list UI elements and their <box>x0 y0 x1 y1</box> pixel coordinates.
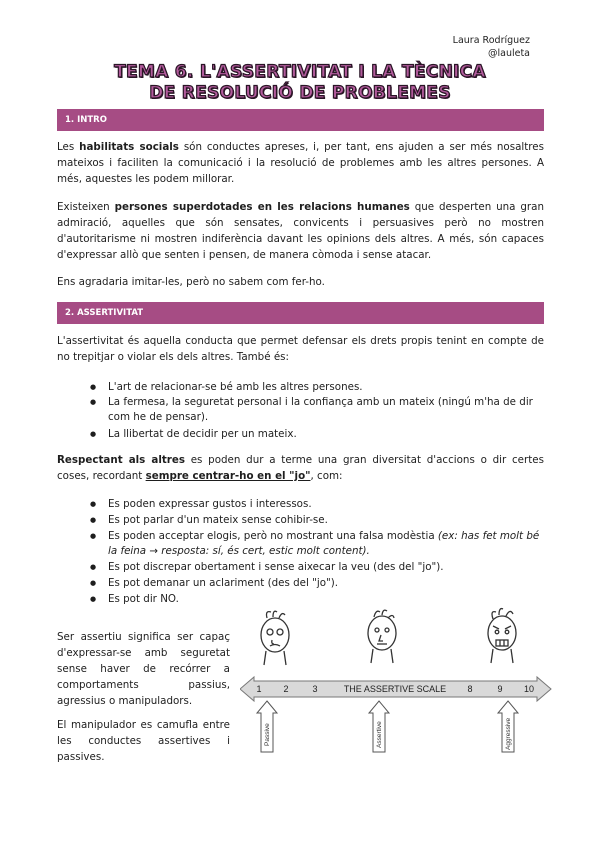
section-heading-assertivitat: 2. ASSERTIVITAT <box>57 302 544 324</box>
bold-term-persones: persones superdotades en les relacions humanes <box>114 201 410 213</box>
passive-face-icon <box>261 611 289 665</box>
list-item: ● Es pot dir NO. <box>90 592 545 607</box>
bold-term-habilitats: habilitats socials <box>79 141 179 153</box>
list-item: ● Es poden expressar gustos i interessos. <box>90 497 545 512</box>
side-paragraph-2: El manipulador es camufla entre les conductes assertives i passives. <box>57 719 230 763</box>
author-block <box>453 34 530 60</box>
scale-number: 9 <box>497 684 503 694</box>
scale-number: 1 <box>256 684 262 694</box>
assertivitat-paragraph-1: L'assertivitat és aquella conducta que permet defensar els drets propis tenint en compte de no trepitjar o violar els dels altres. També és: <box>57 335 544 363</box>
intro-paragraph-2: Existeixen persones superdotades en les relacions humanes que desperten una gran admiració, aquelles que són sensates, convicents i persuasives però no mostren d'autoritarisme ni mostren indiferència davant les opinions dels altres. A més, són capaces d'expressar allò que senten i pensen, de manera còmoda i sense atacar. <box>57 201 544 261</box>
scale-number: 2 <box>283 684 289 694</box>
aggressive-face-icon <box>488 609 516 663</box>
list-item: ● Es poden acceptar elogis, però no mostrant una falsa modèstia (ex: has fet molt bé la feina → resposta: sí, és cert, estic molt content). <box>90 529 545 559</box>
scale-number: 8 <box>467 684 473 694</box>
underlined-phrase: sempre centrar-ho en el "jo" <box>145 470 311 482</box>
scale-number: 3 <box>312 684 318 694</box>
section-heading-intro: 1. INTRO <box>57 109 544 131</box>
page-title-line-2: DE RESOLUCIÓ DE PROBLEMES <box>149 83 451 103</box>
intro-paragraph-3: Ens agradaria imitar-les, però no sabem com fer-ho. <box>57 276 325 288</box>
assertive-scale-illustration <box>240 600 555 765</box>
assertive-face-icon <box>368 610 396 663</box>
list-item: ● Es pot parlar d'un mateix sense cohibir-se. <box>90 513 545 528</box>
marker-label-assertive: Assertive <box>376 721 383 748</box>
assertivitat-paragraph-2: Respectant als altres es poden dur a terme una gran diversitat d'accions o dir certes coses, recordant sempre centrar-ho en el "jo", com: <box>57 454 544 482</box>
author-name: Laura Rodríguez <box>452 35 530 46</box>
assertivitat-list-2 <box>90 497 545 607</box>
list-item: ● Es pot demanar un aclariment (des del "jo"). <box>90 576 545 591</box>
page-title-line-1: TEMA 6. L'ASSERTIVITAT I LA TÈCNICA <box>114 62 486 82</box>
side-paragraph-1: Ser assertiu significa ser capaç d'expressar-se amb seguretat sense haver de recórrer a comportaments passius, agressius o manipuladors. <box>57 631 230 707</box>
list-item: ● L'art de relacionar-se bé amb les altres persones. <box>90 380 545 395</box>
intro-paragraph-1: Les habilitats socials són conductes apreses, i, per tant, ens ajuden a ser més nosaltres mateixos i faciliten la comunicació i la resolució de problemes amb les altres persones. A més, aquestes les podem millorar. <box>57 141 544 185</box>
list-item: ● Es pot discrepar obertament i sense aixecar la veu (des del "jo"). <box>90 560 545 575</box>
author-handle: @lauleta <box>487 48 530 59</box>
scale-label: THE ASSERTIVE SCALE <box>343 684 447 694</box>
marker-label-aggressive: Aggressive <box>505 717 512 750</box>
marker-label-passive: Passive <box>264 723 271 746</box>
list-item: ● La fermesa, la seguretat personal i la confiança amb un mateix (ningú m'ha de dir com he de pensar). <box>90 395 545 425</box>
list-item: ● La llibertat de decidir per un mateix. <box>90 427 545 442</box>
scale-number: 10 <box>523 684 535 694</box>
assertivitat-list-1 <box>90 380 545 442</box>
